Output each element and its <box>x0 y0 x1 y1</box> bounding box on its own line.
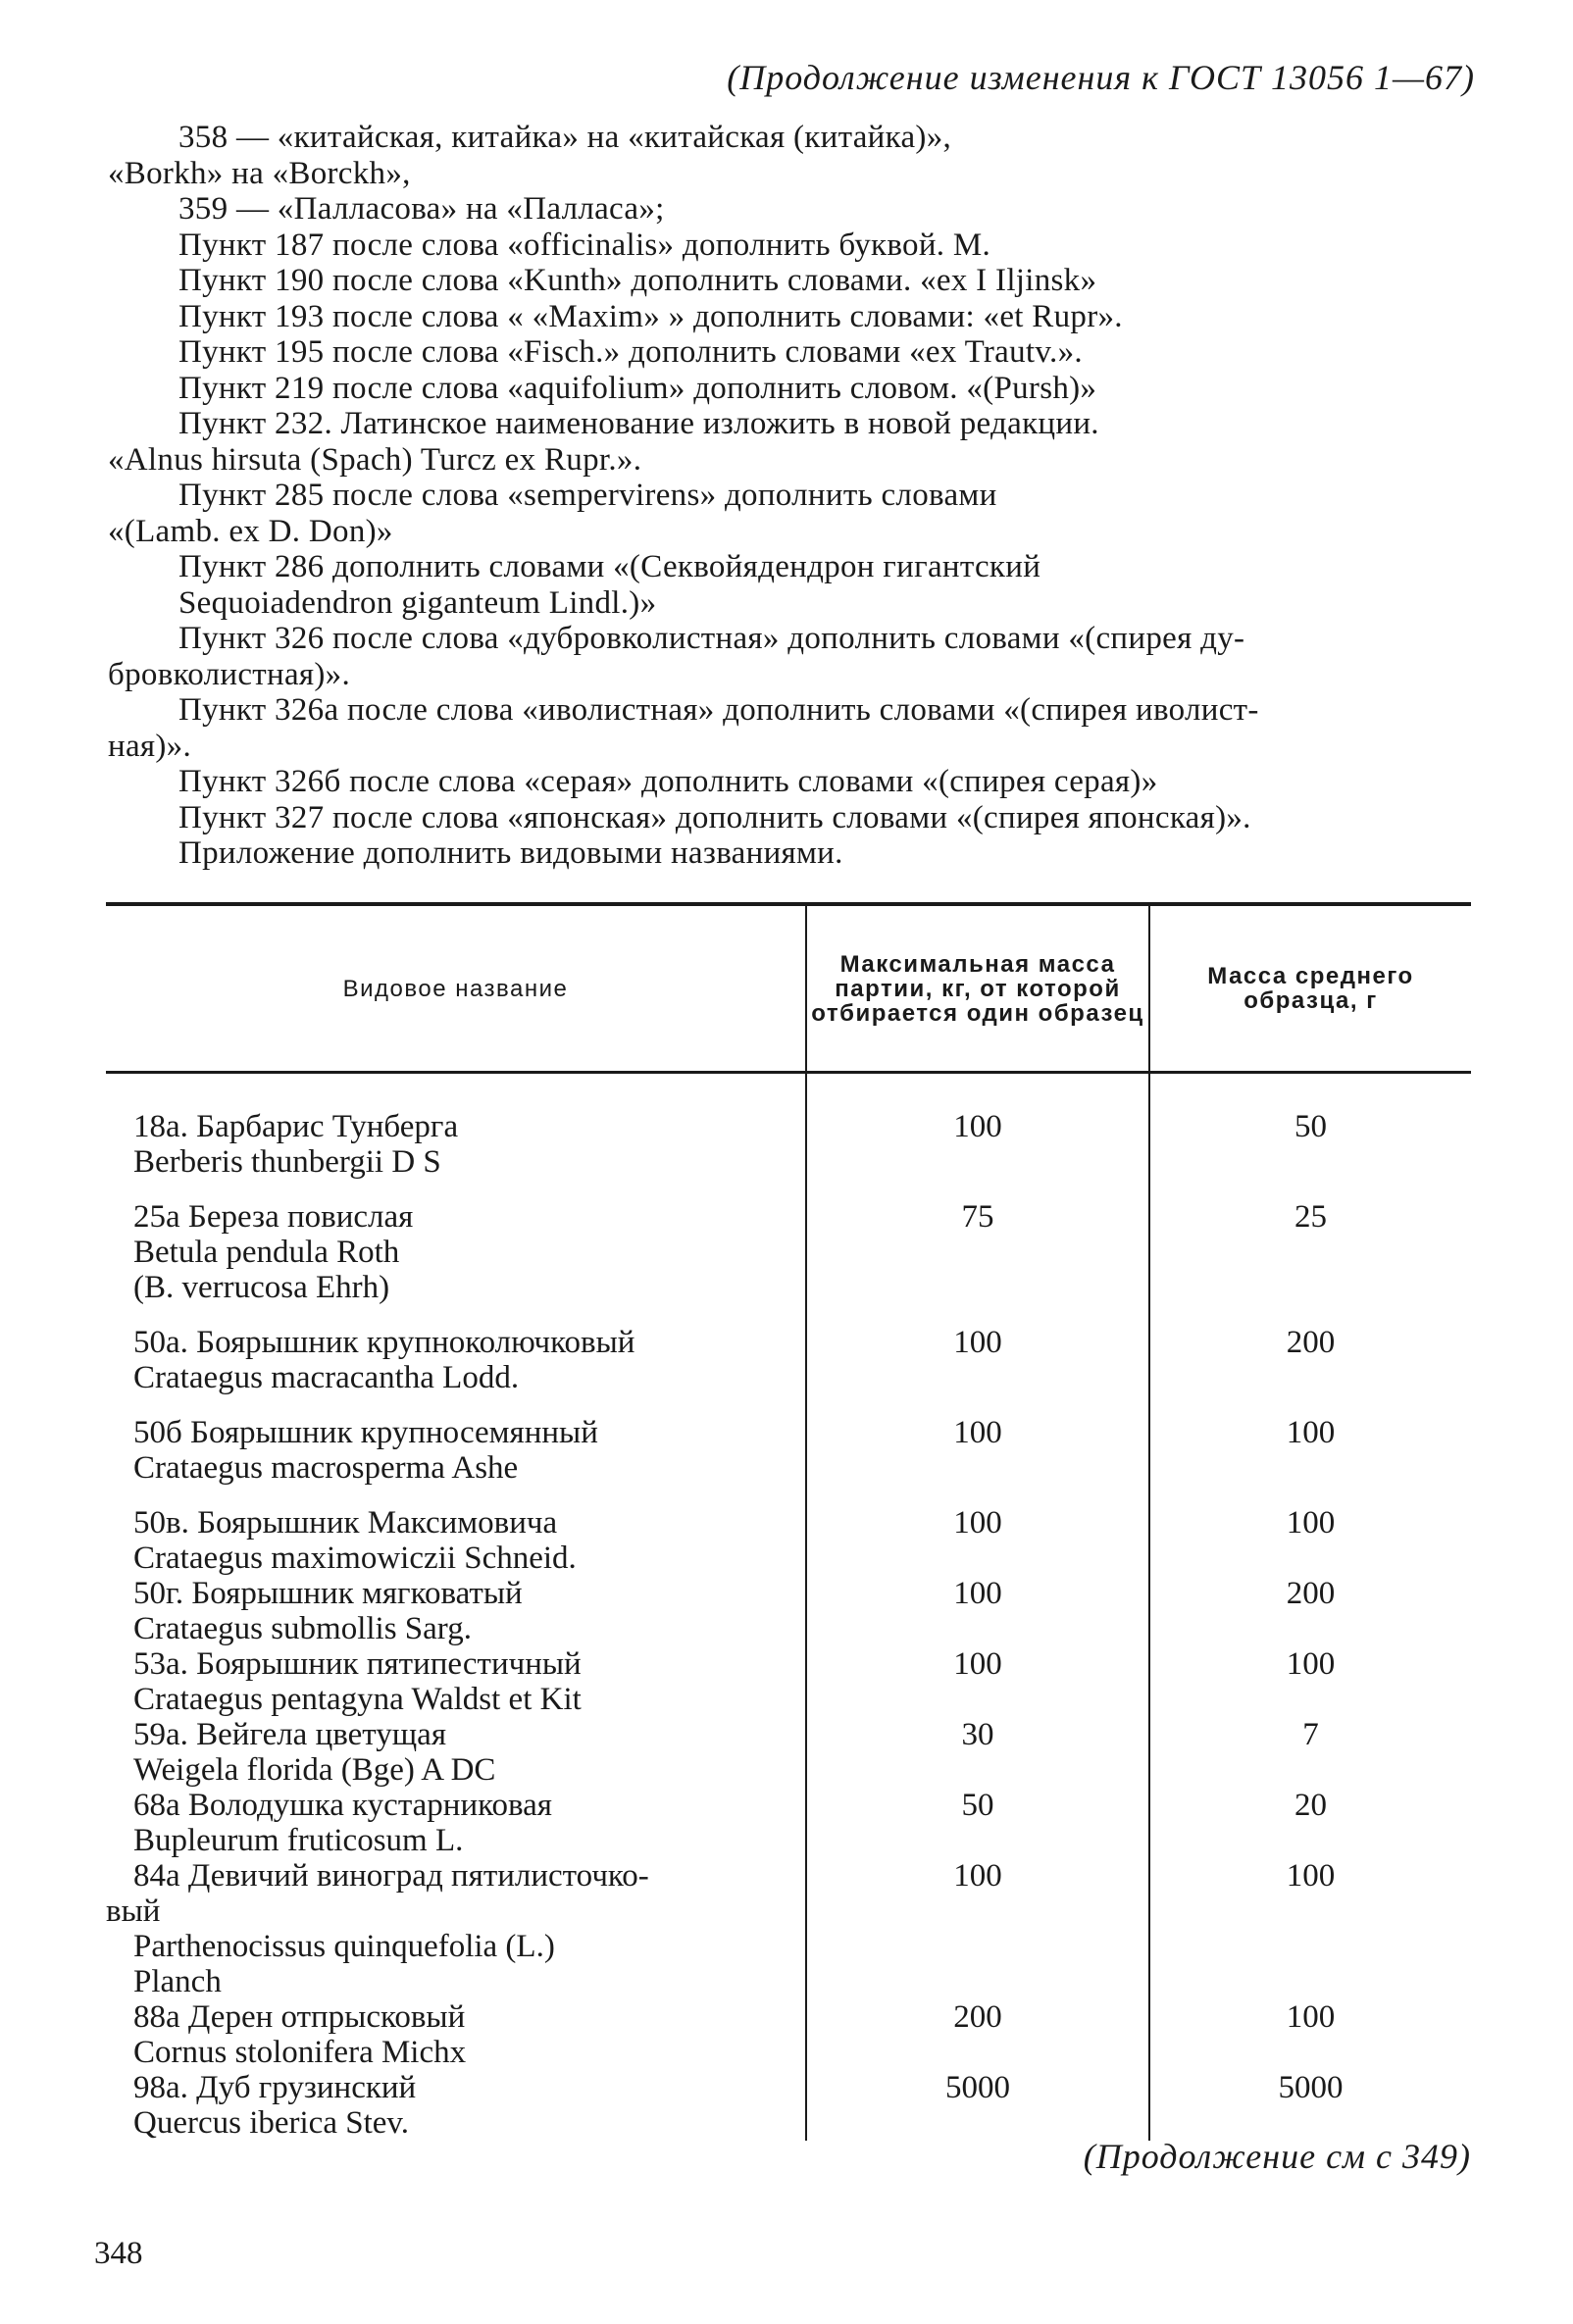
max-mass-cell: 100 <box>806 1505 1149 1576</box>
avg-mass-cell: 100 <box>1149 1505 1471 1576</box>
species-name-line: вый <box>106 1894 161 1929</box>
table-row <box>106 1325 1471 1415</box>
species-name-line: Parthenocissus quinquefolia (L.) <box>133 1929 555 1964</box>
continued-note: (Продолжение см с 349) <box>1083 2137 1471 2176</box>
species-name-cell <box>106 1999 806 2070</box>
text-line: Приложение дополнить видовыми названиями. <box>178 835 843 871</box>
species-name-line: Bupleurum fruticosum L. <box>133 1823 464 1858</box>
species-name-line: 84а Девичий виноград пятилисточко- <box>133 1858 649 1894</box>
text-line: 358 — «китайская, китайка» на «китайская (китайка)», <box>178 120 952 155</box>
species-name-cell <box>106 1788 806 1858</box>
avg-mass-cell: 100 <box>1149 1858 1471 1999</box>
text-line: 359 — «Палласова» на «Палласа»; <box>178 191 665 227</box>
species-name-cell <box>106 1858 806 1999</box>
species-name-line: Crataegus maximowiczii Schneid. <box>133 1541 577 1576</box>
species-name-line: Quercus iberica Stev. <box>133 2105 409 2141</box>
text-line: Пункт 326а после слова «иволистная» дополнить словами «(спирея иволист- <box>178 692 1259 728</box>
text-line: «(Lamb. ex D. Don)» <box>108 513 393 549</box>
species-name-line: Crataegus macracantha Lodd. <box>133 1360 520 1395</box>
max-mass-cell: 200 <box>806 1999 1149 2070</box>
species-name-line: 50в. Боярышник Максимовича <box>133 1505 558 1541</box>
species-name-line: 50б Боярышник крупносемянный <box>133 1415 598 1450</box>
table-row <box>106 1717 1471 1788</box>
species-name-line: 68а Володушка кустарниковая <box>133 1788 552 1823</box>
species-name-line: Cornus stolonifera Michx <box>133 2035 467 2070</box>
max-mass-cell: 100 <box>806 1576 1149 1646</box>
max-mass-cell: 30 <box>806 1717 1149 1788</box>
species-name-line: 98а. Дуб грузинский <box>133 2070 417 2105</box>
species-name-line: Berberis thunbergii D S <box>133 1144 441 1180</box>
avg-mass-cell: 200 <box>1149 1325 1471 1415</box>
species-name-line: (B. verrucosa Ehrh) <box>133 1270 390 1305</box>
species-name-line: Weigela florida (Bge) A DC <box>133 1752 496 1788</box>
text-line: Пункт 219 после слова «aquifolium» дополнить словом. «(Pursh)» <box>178 370 1097 406</box>
header-species: Видовое название <box>106 904 806 1073</box>
species-name-cell <box>106 1199 806 1325</box>
table-body <box>106 1073 1471 2142</box>
avg-mass-cell: 100 <box>1149 1415 1471 1505</box>
text-line: Пункт 327 после слова «японская» дополнить словами «(спирея японская)». <box>178 799 1251 835</box>
text-line: Пункт 326б после слова «серая» дополнить словами «(спирея серая)» <box>178 764 1158 799</box>
text-line: Пункт 195 после слова «Fisch.» дополнить словами «ex Trautv.». <box>178 334 1083 370</box>
avg-mass-cell: 200 <box>1149 1576 1471 1646</box>
table-header-row <box>106 904 1471 1073</box>
species-name-cell <box>106 1325 806 1415</box>
table-row <box>106 1576 1471 1646</box>
table-row <box>106 1788 1471 1858</box>
text-line: Sequoiadendron giganteum Lindl.)» <box>178 584 657 621</box>
max-mass-cell: 100 <box>806 1415 1149 1505</box>
text-line: Пункт 232. Латинское наименование изложить в новой редакции. <box>178 406 1099 441</box>
text-line: бровколистная)». <box>108 656 351 692</box>
species-name-cell <box>106 1415 806 1505</box>
species-name-cell <box>106 1646 806 1717</box>
text-line: Пункт 286 дополнить словами «(Секвойядендрон гигантский <box>178 549 1041 584</box>
species-name-cell <box>106 1576 806 1646</box>
table-row <box>106 1073 1471 1200</box>
table-row <box>106 1415 1471 1505</box>
text-line: ная)». <box>108 728 192 764</box>
text-line: Пункт 326 после слова «дубровколистная» дополнить словами «(спирея ду- <box>178 621 1245 656</box>
avg-mass-cell: 20 <box>1149 1788 1471 1858</box>
species-name-line: Crataegus macrosperma Ashe <box>133 1450 519 1486</box>
species-name-line: Betula pendula Roth <box>133 1235 400 1270</box>
page-header: (Продолжение изменения к ГОСТ 13056 1—67) <box>727 58 1475 97</box>
max-mass-cell: 75 <box>806 1199 1149 1325</box>
species-name-cell <box>106 2070 806 2141</box>
avg-mass-cell: 50 <box>1149 1073 1471 1200</box>
table-row <box>106 1199 1471 1325</box>
species-name-line: 59а. Вейгела цветущая <box>133 1717 446 1752</box>
table-row <box>106 1646 1471 1717</box>
species-name-cell <box>106 1505 806 1576</box>
max-mass-cell: 100 <box>806 1073 1149 1200</box>
max-mass-cell: 5000 <box>806 2070 1149 2141</box>
species-name-line: 50г. Боярышник мягковатый <box>133 1576 523 1611</box>
species-name-line: 88а Дерен отпрысковый <box>133 1999 466 2035</box>
species-table <box>106 902 1471 2141</box>
avg-mass-cell: 7 <box>1149 1717 1471 1788</box>
header-avg-mass: Масса среднего образца, г <box>1149 904 1471 1073</box>
avg-mass-cell: 100 <box>1149 1646 1471 1717</box>
table-row <box>106 1858 1471 1999</box>
species-name-cell <box>106 1073 806 1200</box>
species-name-line: 18а. Барбарис Тунберга <box>133 1109 459 1144</box>
avg-mass-cell: 100 <box>1149 1999 1471 2070</box>
table-row <box>106 1505 1471 1576</box>
text-line: Пункт 193 после слова « «Maxim» » дополнить словами: «et Rupr». <box>178 298 1123 334</box>
header-max-mass: Максимальная масса партии, кг, от которой отбирается один образец <box>806 904 1149 1073</box>
species-name-line: Crataegus submollis Sarg. <box>133 1611 472 1646</box>
species-name-line: Planch <box>133 1964 222 1999</box>
page-number: 348 <box>94 2236 143 2271</box>
amendment-text <box>108 120 1471 872</box>
max-mass-cell: 100 <box>806 1858 1149 1999</box>
species-name-line: 53а. Боярышник пятипестичный <box>133 1646 582 1682</box>
text-line: «Borkh» на «Borckh», <box>108 155 411 191</box>
text-line: «Alnus hirsuta (Spach) Turcz ex Rupr.». <box>108 441 642 478</box>
text-line: Пункт 190 после слова «Kunth» дополнить словами. «ex I Iljinsk» <box>178 263 1097 298</box>
avg-mass-cell: 5000 <box>1149 2070 1471 2141</box>
max-mass-cell: 100 <box>806 1646 1149 1717</box>
max-mass-cell: 100 <box>806 1325 1149 1415</box>
text-line: Пункт 187 после слова «officinalis» дополнить буквой. М. <box>178 227 991 263</box>
max-mass-cell: 50 <box>806 1788 1149 1858</box>
avg-mass-cell: 25 <box>1149 1199 1471 1325</box>
table-row <box>106 1999 1471 2070</box>
species-name-line: Crataegus pentagyna Waldst et Kit <box>133 1682 582 1717</box>
species-name-line: 25а Береза повислая <box>133 1199 414 1235</box>
species-name-cell <box>106 1717 806 1788</box>
species-name-line: 50а. Боярышник крупноколючковый <box>133 1325 635 1360</box>
text-line: Пункт 285 после слова «sempervirens» дополнить словами <box>178 478 997 513</box>
table-row <box>106 2070 1471 2141</box>
